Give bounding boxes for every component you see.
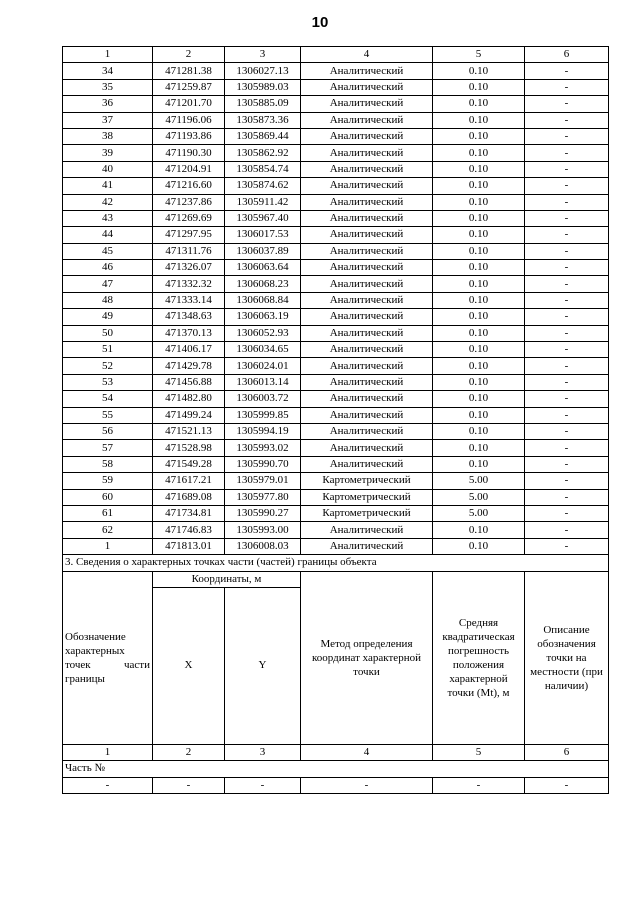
error: 0.10 (433, 243, 525, 259)
section3-header-row (63, 571, 609, 587)
description: - (525, 161, 609, 177)
part-label: Часть № (63, 761, 609, 777)
point-number: 54 (63, 391, 153, 407)
table-row (63, 112, 609, 128)
point-number: 38 (63, 128, 153, 144)
method: Аналитический (301, 178, 433, 194)
coord-x: 471196.06 (153, 112, 225, 128)
coord-y: 1305885.09 (225, 96, 301, 112)
page-number: 10 (311, 14, 329, 31)
point-number: 53 (63, 374, 153, 390)
point-number: 56 (63, 423, 153, 439)
table-row (63, 210, 609, 226)
coord-y: 1306068.84 (225, 292, 301, 308)
description: - (525, 276, 609, 292)
col-num: 5 (433, 47, 525, 63)
table-row (63, 145, 609, 161)
coord-y: 1306068.23 (225, 276, 301, 292)
description: - (525, 227, 609, 243)
error: 0.10 (433, 456, 525, 472)
method: Аналитический (301, 456, 433, 472)
error: 0.10 (433, 423, 525, 439)
header-desc: Описание обозначения точки на местности (при наличии) (525, 571, 609, 744)
coord-x: 471746.83 (153, 522, 225, 538)
table-row (63, 194, 609, 210)
description: - (525, 538, 609, 554)
col-num: 1 (63, 744, 153, 760)
description: - (525, 489, 609, 505)
point-number: 49 (63, 309, 153, 325)
coord-y: 1305967.40 (225, 210, 301, 226)
error: 0.10 (433, 374, 525, 390)
point-number: 1 (63, 538, 153, 554)
coord-y: 1306052.93 (225, 325, 301, 341)
method: Аналитический (301, 243, 433, 259)
coord-y: 1305874.62 (225, 178, 301, 194)
description: - (525, 292, 609, 308)
description: - (525, 374, 609, 390)
coord-x: 471406.17 (153, 342, 225, 358)
point-number: 48 (63, 292, 153, 308)
table-row (63, 456, 609, 472)
description: - (525, 505, 609, 521)
empty-cell: - (225, 777, 301, 793)
coord-x: 471813.01 (153, 538, 225, 554)
coord-y: 1306037.89 (225, 243, 301, 259)
error: 0.10 (433, 440, 525, 456)
coord-x: 471190.30 (153, 145, 225, 161)
coord-x: 471269.69 (153, 210, 225, 226)
coord-x: 471521.13 (153, 423, 225, 439)
coord-x: 471237.86 (153, 194, 225, 210)
header-x: X (153, 587, 225, 744)
method: Аналитический (301, 423, 433, 439)
table-row (63, 309, 609, 325)
point-number: 41 (63, 178, 153, 194)
coord-y: 1306063.19 (225, 309, 301, 325)
coord-y: 1305993.02 (225, 440, 301, 456)
table-row (63, 342, 609, 358)
table-row (63, 161, 609, 177)
coord-y: 1305993.00 (225, 522, 301, 538)
description: - (525, 325, 609, 341)
coord-y: 1305989.03 (225, 79, 301, 95)
description: - (525, 473, 609, 489)
method: Аналитический (301, 325, 433, 341)
description: - (525, 456, 609, 472)
coord-y: 1306008.03 (225, 538, 301, 554)
coord-x: 471332.32 (153, 276, 225, 292)
method: Аналитический (301, 145, 433, 161)
header-method: Метод определения координат характерной точки (301, 571, 433, 744)
error: 5.00 (433, 505, 525, 521)
method: Аналитический (301, 128, 433, 144)
point-number: 58 (63, 456, 153, 472)
error: 0.10 (433, 522, 525, 538)
empty-cell: - (301, 777, 433, 793)
coord-y: 1305994.19 (225, 423, 301, 439)
table-row (63, 538, 609, 554)
point-number: 51 (63, 342, 153, 358)
error: 0.10 (433, 79, 525, 95)
error: 0.10 (433, 112, 525, 128)
table-row (63, 358, 609, 374)
coord-y: 1305977.80 (225, 489, 301, 505)
description: - (525, 194, 609, 210)
description: - (525, 522, 609, 538)
coord-x: 471689.08 (153, 489, 225, 505)
method: Аналитический (301, 79, 433, 95)
table-row (63, 374, 609, 390)
coord-x: 471617.21 (153, 473, 225, 489)
description: - (525, 243, 609, 259)
description: - (525, 407, 609, 423)
error: 0.10 (433, 325, 525, 341)
point-number: 59 (63, 473, 153, 489)
error: 0.10 (433, 96, 525, 112)
method: Аналитический (301, 342, 433, 358)
coord-x: 471259.87 (153, 79, 225, 95)
error: 0.10 (433, 145, 525, 161)
col-num: 3 (225, 744, 301, 760)
table-row (63, 243, 609, 259)
col-num: 6 (525, 47, 609, 63)
description: - (525, 210, 609, 226)
coord-x: 471216.60 (153, 178, 225, 194)
point-number: 55 (63, 407, 153, 423)
table-row (63, 63, 609, 79)
table-row (63, 79, 609, 95)
coord-x: 471311.76 (153, 243, 225, 259)
coord-y: 1305911.42 (225, 194, 301, 210)
point-number: 37 (63, 112, 153, 128)
coord-y: 1305862.92 (225, 145, 301, 161)
method: Аналитический (301, 522, 433, 538)
coord-x: 471429.78 (153, 358, 225, 374)
coord-y: 1306063.64 (225, 260, 301, 276)
coord-y: 1306003.72 (225, 391, 301, 407)
coord-x: 471281.38 (153, 63, 225, 79)
coord-y: 1305854.74 (225, 161, 301, 177)
coord-x: 471549.28 (153, 456, 225, 472)
method: Аналитический (301, 112, 433, 128)
error: 0.10 (433, 309, 525, 325)
table-row (63, 227, 609, 243)
error: 0.10 (433, 391, 525, 407)
error: 0.10 (433, 128, 525, 144)
description: - (525, 309, 609, 325)
empty-cell: - (153, 777, 225, 793)
table-row (63, 96, 609, 112)
header-error: Средняя квадратическая погрешность положения характерной точки (Mt), м (433, 571, 525, 744)
point-number: 57 (63, 440, 153, 456)
coord-x: 471204.91 (153, 161, 225, 177)
coord-x: 471297.95 (153, 227, 225, 243)
description: - (525, 423, 609, 439)
method: Аналитический (301, 374, 433, 390)
method: Аналитический (301, 391, 433, 407)
header-point: Обозначение характерных точек части границы (63, 571, 153, 744)
description: - (525, 79, 609, 95)
table-row (63, 423, 609, 439)
method: Аналитический (301, 161, 433, 177)
coord-y: 1305873.36 (225, 112, 301, 128)
section3-title: 3. Сведения о характерных точках части (частей) границы объекта (63, 555, 609, 571)
header-coords: Координаты, м (153, 571, 301, 587)
error: 0.10 (433, 342, 525, 358)
coord-x: 471456.88 (153, 374, 225, 390)
table-row (63, 440, 609, 456)
method: Аналитический (301, 210, 433, 226)
point-number: 60 (63, 489, 153, 505)
coord-y: 1305979.01 (225, 473, 301, 489)
header-y: Y (225, 587, 301, 744)
method: Картометрический (301, 473, 433, 489)
point-number: 62 (63, 522, 153, 538)
error: 0.10 (433, 63, 525, 79)
error: 0.10 (433, 178, 525, 194)
method: Аналитический (301, 292, 433, 308)
point-number: 46 (63, 260, 153, 276)
point-number: 43 (63, 210, 153, 226)
table-row (63, 407, 609, 423)
col-num: 4 (301, 744, 433, 760)
col-num: 1 (63, 47, 153, 63)
point-number: 44 (63, 227, 153, 243)
coord-x: 471333.14 (153, 292, 225, 308)
error: 0.10 (433, 227, 525, 243)
description: - (525, 96, 609, 112)
coord-y: 1306027.13 (225, 63, 301, 79)
method: Аналитический (301, 358, 433, 374)
description: - (525, 391, 609, 407)
coord-y: 1306013.14 (225, 374, 301, 390)
coord-y: 1305999.85 (225, 407, 301, 423)
col-num: 5 (433, 744, 525, 760)
coordinates-table (62, 46, 609, 794)
table-row (63, 260, 609, 276)
method: Аналитический (301, 440, 433, 456)
method: Аналитический (301, 194, 433, 210)
coord-y: 1306024.01 (225, 358, 301, 374)
point-number: 47 (63, 276, 153, 292)
coord-y: 1305869.44 (225, 128, 301, 144)
description: - (525, 342, 609, 358)
error: 0.10 (433, 358, 525, 374)
error: 0.10 (433, 276, 525, 292)
table-row (63, 505, 609, 521)
point-number: 52 (63, 358, 153, 374)
section3-column-numbers-row (63, 744, 609, 760)
table-row (63, 489, 609, 505)
description: - (525, 178, 609, 194)
point-number: 42 (63, 194, 153, 210)
part-row (63, 761, 609, 777)
method: Аналитический (301, 407, 433, 423)
col-num: 4 (301, 47, 433, 63)
coord-x: 471499.24 (153, 407, 225, 423)
error: 0.10 (433, 194, 525, 210)
table-row (63, 325, 609, 341)
error: 5.00 (433, 473, 525, 489)
column-numbers-row (63, 47, 609, 63)
description: - (525, 145, 609, 161)
description: - (525, 260, 609, 276)
empty-row (63, 777, 609, 793)
method: Картометрический (301, 489, 433, 505)
coord-x: 471326.07 (153, 260, 225, 276)
coord-y: 1306017.53 (225, 227, 301, 243)
description: - (525, 128, 609, 144)
description: - (525, 358, 609, 374)
coord-x: 471370.13 (153, 325, 225, 341)
method: Аналитический (301, 227, 433, 243)
error: 0.10 (433, 210, 525, 226)
method: Аналитический (301, 63, 433, 79)
point-number: 50 (63, 325, 153, 341)
section3-title-row (63, 555, 609, 571)
table-row (63, 128, 609, 144)
table-row (63, 522, 609, 538)
point-number: 39 (63, 145, 153, 161)
method: Аналитический (301, 309, 433, 325)
coord-x: 471528.98 (153, 440, 225, 456)
description: - (525, 112, 609, 128)
error: 0.10 (433, 407, 525, 423)
method: Аналитический (301, 260, 433, 276)
method: Аналитический (301, 538, 433, 554)
empty-cell: - (63, 777, 153, 793)
coord-y: 1305990.70 (225, 456, 301, 472)
description: - (525, 440, 609, 456)
error: 0.10 (433, 260, 525, 276)
point-number: 40 (63, 161, 153, 177)
col-num: 2 (153, 744, 225, 760)
error: 5.00 (433, 489, 525, 505)
table-row (63, 391, 609, 407)
error: 0.10 (433, 292, 525, 308)
point-number: 45 (63, 243, 153, 259)
coord-x: 471201.70 (153, 96, 225, 112)
method: Аналитический (301, 276, 433, 292)
error: 0.10 (433, 538, 525, 554)
col-num: 3 (225, 47, 301, 63)
empty-cell: - (525, 777, 609, 793)
point-number: 36 (63, 96, 153, 112)
table-row (63, 276, 609, 292)
table-row (63, 292, 609, 308)
method: Аналитический (301, 96, 433, 112)
method: Картометрический (301, 505, 433, 521)
coord-x: 471193.86 (153, 128, 225, 144)
point-number: 61 (63, 505, 153, 521)
point-number: 34 (63, 63, 153, 79)
col-num: 2 (153, 47, 225, 63)
coord-y: 1305990.27 (225, 505, 301, 521)
col-num: 6 (525, 744, 609, 760)
table-row (63, 473, 609, 489)
description: - (525, 63, 609, 79)
coord-y: 1306034.65 (225, 342, 301, 358)
coord-x: 471348.63 (153, 309, 225, 325)
error: 0.10 (433, 161, 525, 177)
coord-x: 471482.80 (153, 391, 225, 407)
coord-x: 471734.81 (153, 505, 225, 521)
empty-cell: - (433, 777, 525, 793)
table-row (63, 178, 609, 194)
point-number: 35 (63, 79, 153, 95)
